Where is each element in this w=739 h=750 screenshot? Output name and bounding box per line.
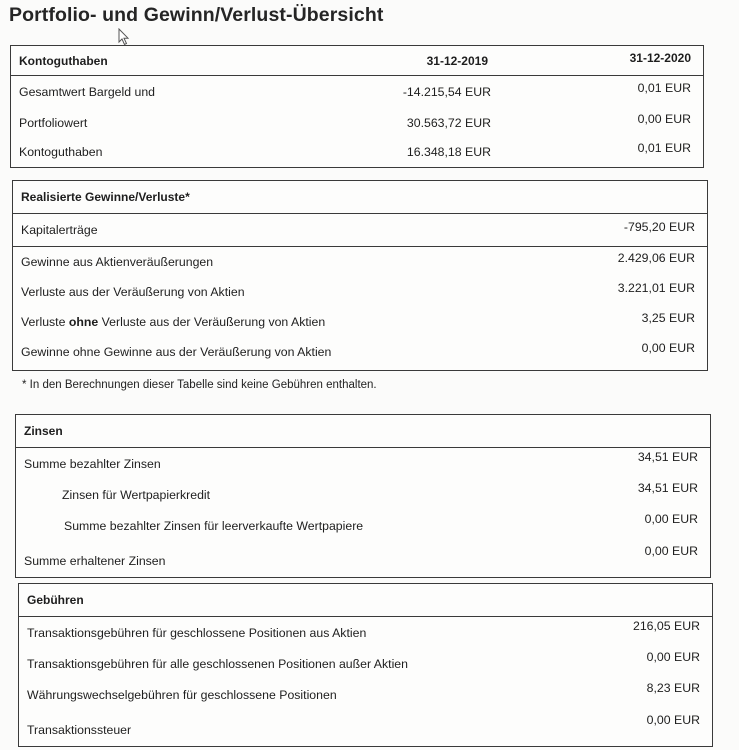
table-row: [16, 541, 710, 575]
realisierte-header: Realisierte Gewinne/Verluste*: [21, 190, 190, 204]
row-value: 8,23 EUR: [646, 681, 700, 695]
gebuehren-header-row: [19, 584, 712, 617]
row-value: -795,20 EUR: [623, 220, 695, 234]
mouse-pointer-icon: [118, 28, 130, 46]
value-2020: 0,01 EUR: [637, 141, 691, 155]
row-value: 0,00 EUR: [641, 341, 695, 355]
row-label: Transaktionsgebühren für alle geschlossenen Positionen außer Aktien: [27, 656, 408, 671]
value-2020: 0,00 EUR: [637, 112, 691, 126]
table-row: [11, 138, 703, 166]
value-2019: 16.348,18 EUR: [406, 145, 491, 159]
value-2020: 0,01 EUR: [637, 81, 691, 95]
table-row: [19, 710, 712, 744]
zinsen-header: Zinsen: [24, 424, 63, 438]
table-row: [16, 479, 710, 510]
row-label: Gewinne aus Aktienveräußerungen: [21, 255, 214, 269]
table-row: [16, 448, 710, 479]
realisierte-gewinne-table: [12, 180, 708, 371]
zinsen-table: [15, 414, 711, 578]
zinsen-header-row: [16, 415, 710, 448]
value-2019: -14.215,54 EUR: [402, 84, 491, 99]
row-label: Transaktionssteuer: [27, 723, 132, 737]
row-value: 2.429,06 EUR: [617, 251, 695, 265]
row-label: Portfoliowert: [19, 115, 88, 130]
table-row: [19, 679, 712, 710]
gebuehren-table: [18, 583, 713, 747]
row-value: 0,00 EUR: [646, 713, 700, 727]
row-value: 0,00 EUR: [646, 650, 700, 664]
row-label: Gewinne ohne Gewinne aus der Veräußerung von Aktien: [21, 345, 332, 359]
kontoguthaben-header: Kontoguthaben: [19, 53, 108, 68]
row-value: 216,05 EUR: [633, 619, 700, 633]
row-label: Verluste aus der Veräußerung von Aktien: [21, 285, 245, 299]
row-value: 0,00 EUR: [644, 544, 698, 558]
label-text: Verluste: [21, 315, 69, 329]
gebuehren-header: Gebühren: [27, 593, 84, 607]
row-label: Kontoguthaben: [19, 145, 103, 159]
label-text: Verluste aus der Veräußerung von Aktien: [98, 315, 326, 329]
row-label: Zinsen für Wertpapierkredit: [62, 487, 211, 502]
table-row: [13, 277, 707, 307]
column-header-2020: 31-12-2020: [629, 51, 691, 65]
row-value: 3.221,01 EUR: [617, 281, 695, 295]
row-label: Summe bezahlter Zinsen für leerverkaufte Wertpapiere: [64, 518, 364, 533]
table-row: [19, 617, 712, 648]
row-label: Währungswechselgebühren für geschlossene Positionen: [27, 687, 337, 702]
table-row: [11, 107, 703, 138]
row-label: Kapitalerträge: [21, 223, 98, 237]
row-value: 0,00 EUR: [644, 512, 698, 526]
realisierte-header-row: [13, 181, 707, 214]
column-header-2019: 31-12-2019: [426, 53, 488, 68]
table-row: [13, 247, 707, 277]
row-label: [13, 315, 325, 329]
table-row: [11, 76, 703, 107]
row-label: Summe erhaltener Zinsen: [24, 554, 166, 568]
label-emphasis: ohne: [68, 315, 99, 329]
row-label: Summe bezahlter Zinsen: [24, 456, 161, 471]
row-label: Gesamtwert Bargeld und: [19, 84, 156, 99]
table-row: [16, 510, 710, 541]
kontoguthaben-header-row: [11, 46, 703, 76]
footnote: * In den Berechnungen dieser Tabelle sind keine Gebühren enthalten.: [22, 379, 377, 391]
row-value: 3,25 EUR: [641, 311, 695, 325]
table-row: [13, 337, 707, 367]
table-row: [13, 307, 707, 337]
row-value: 34,51 EUR: [637, 481, 698, 495]
table-row: [13, 214, 707, 247]
kontoguthaben-table: [10, 45, 704, 168]
page-title: Portfolio- und Gewinn/Verlust-Übersicht: [9, 4, 384, 26]
row-value: 34,51 EUR: [637, 450, 698, 464]
value-2019: 30.563,72 EUR: [406, 115, 491, 130]
table-row: [19, 648, 712, 679]
row-label: Transaktionsgebühren für geschlossene Positionen aus Aktien: [27, 625, 367, 640]
